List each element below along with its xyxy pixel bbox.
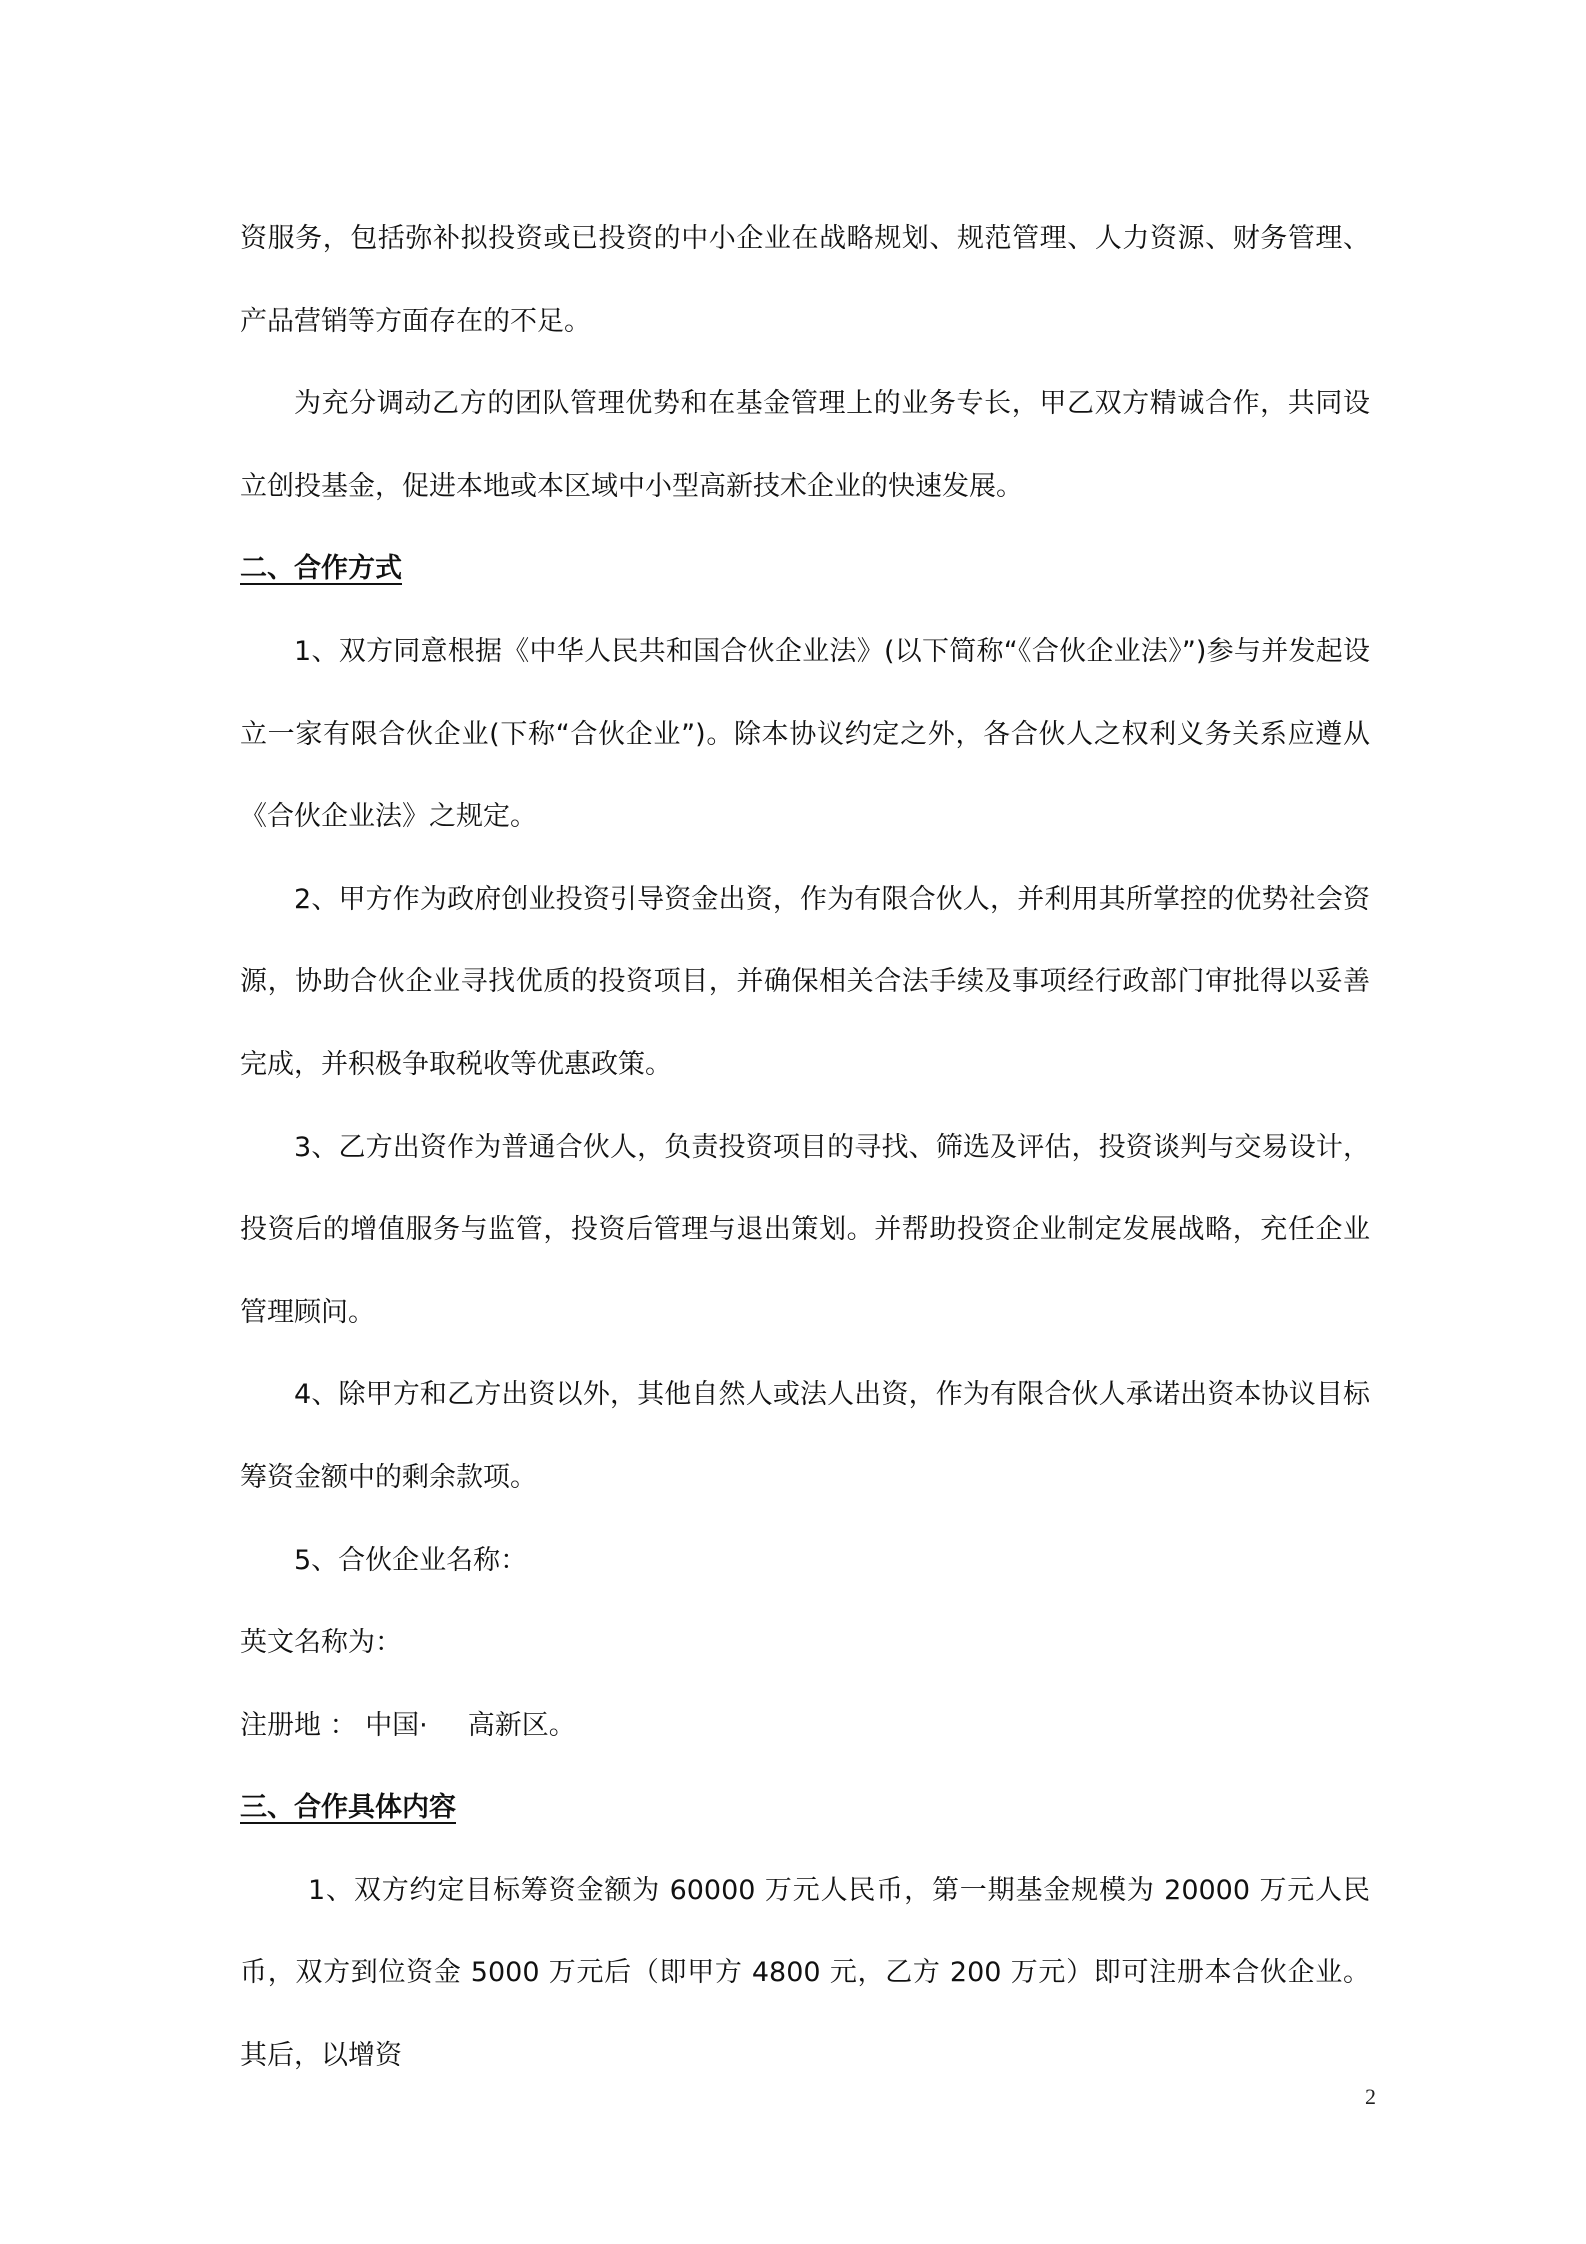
registration-line — [240, 1685, 1370, 1768]
clause-2-5-enterprise-name: 5、合伙企业名称： — [294, 1544, 528, 1576]
paragraph-cooperation-purpose: 为充分调动乙方的团队管理优势和在基金管理上的业务专长，甲乙双方精诚合作，共同设立创投基金，促进本地或本区域中小型高新技术企业的快速发展。 — [240, 388, 1370, 502]
registration-country: 中国· — [365, 1709, 428, 1741]
document-body — [240, 198, 1370, 2098]
page-number: 2 — [1365, 2084, 1376, 2109]
section-heading-text: 二、合作方式 — [240, 553, 402, 585]
clause-2-1-partnership-law: 1、双方同意根据《中华人民共和国合伙企业法》(以下简称“《合伙企业法》”)参与并发起设立一家有限合伙企业(下称“合伙企业”)。除本协议约定之外，各合伙人之权利义务关系应遵从《合伙企业法》之规定。 — [240, 635, 1370, 833]
clause-3-1-fundraising-target: 1、双方约定目标筹资金额为 60000 万元人民币，第一期基金规模为 20000 万元人民币，双方到位资金 5000 万元后（即甲方 4800 元，乙方 200 万元）即可注册本合伙企业。其后，以增资 — [240, 1874, 1370, 2072]
section-heading-text: 三、合作具体内容 — [240, 1792, 456, 1824]
clause-2-4-other-investors: 4、除甲方和乙方出资以外，其他自然人或法人出资，作为有限合伙人承诺出资本协议目标筹资金额中的剩余款项。 — [240, 1379, 1370, 1493]
clause-2-2-party-a-role: 2、甲方作为政府创业投资引导资金出资，作为有限合伙人，并利用其所掌控的优势社会资源，协助合伙企业寻找优质的投资项目，并确保相关合法手续及事项经行政部门审批得以妥善完成，并积极争取税收等优惠政策。 — [240, 883, 1370, 1080]
section-heading-cooperation-details — [240, 1767, 1370, 1850]
section-heading-cooperation-method — [240, 528, 1370, 611]
registration-label: 注册地 ： — [240, 1709, 357, 1741]
english-name-line: 英文名称为： — [240, 1627, 402, 1659]
registration-district: 高新区。 — [467, 1709, 576, 1741]
paragraph-services-continued: 资服务，包括弥补拟投资或已投资的中小企业在战略规划、规范管理、人力资源、财务管理、产品营销等方面存在的不足。 — [240, 223, 1370, 337]
clause-2-3-party-b-role: 3、乙方出资作为普通合伙人，负责投资项目的寻找、筛选及评估，投资谈判与交易设计，投资后的增值服务与监管，投资后管理与退出策划。并帮助投资企业制定发展战略，充任企业管理顾问。 — [240, 1131, 1370, 1328]
